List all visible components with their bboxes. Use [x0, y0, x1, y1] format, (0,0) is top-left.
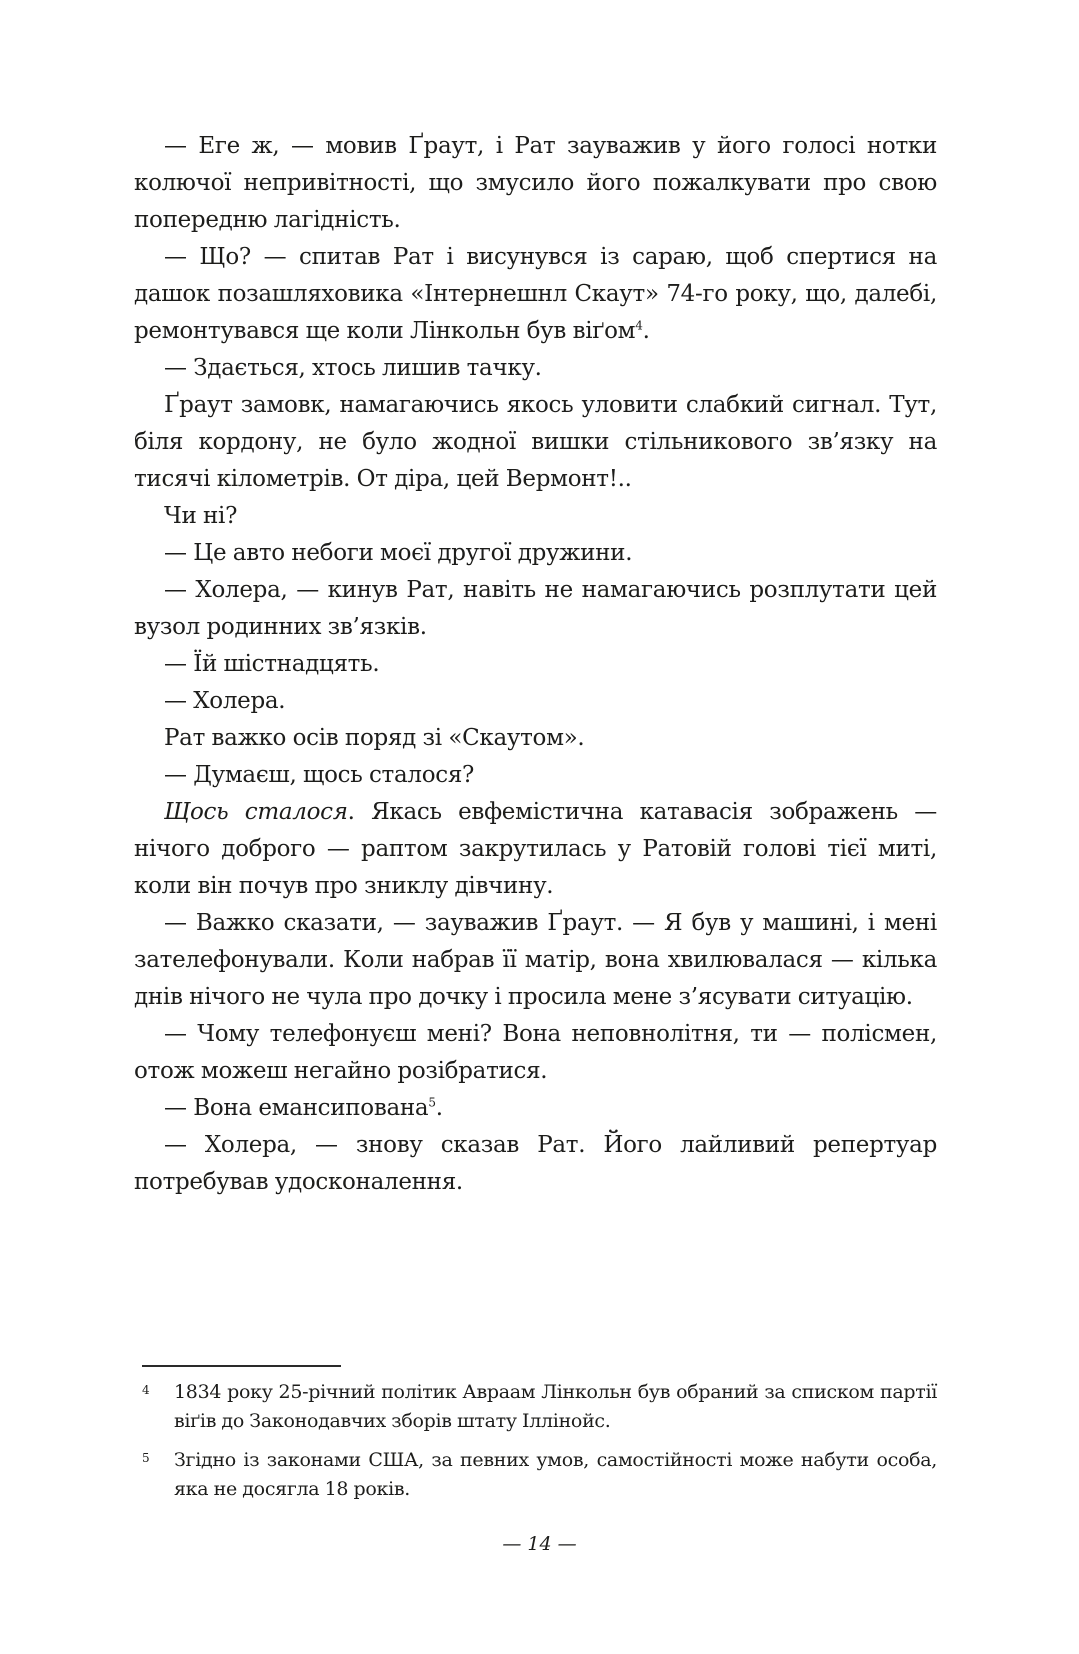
text-run: — Важко сказати, — зауважив Ґраут. — Я був у машині, і мені зателефонували. Коли набрав її матір, вона хвилювалася — кілька днів нічого не чула про дочку і просила мене з’ясувати ситуацію.	[134, 910, 937, 1010]
footnote-reference: 5	[428, 1095, 436, 1110]
footnote-number: 4	[142, 1383, 150, 1397]
footnote-separator	[142, 1365, 341, 1367]
footnote-4	[142, 1378, 937, 1436]
text-run: — Це авто небоги моєї другої дружини.	[164, 540, 633, 566]
text-run: — Холера, — кинув Рат, навіть не намагаючись розплутати цей вузол родинних зв’язків.	[134, 577, 937, 640]
page-number: — 14 —	[502, 1533, 577, 1555]
text-run: Рат важко осів поряд зі «Скаутом».	[164, 725, 585, 751]
paragraph	[134, 757, 937, 794]
text-run: .	[642, 318, 650, 344]
paragraph	[134, 646, 937, 683]
footnotes	[142, 1378, 937, 1514]
footnote-reference: 4	[635, 318, 643, 333]
paragraph	[134, 1090, 937, 1127]
text-run: — Вона емансипована	[164, 1095, 429, 1121]
footnote-text: 1834 року 25-річний політик Авраам Лінкольн був обраний за списком партії віґів до Законодавчих зборів штату Іллінойс.	[174, 1381, 937, 1432]
paragraph	[134, 1127, 937, 1201]
footnote-5	[142, 1446, 937, 1504]
text-run: — Холера, — знову сказав Рат. Його лайливий репертуар потребував удосконалення.	[134, 1132, 937, 1195]
text-run: — Думаєш, щось сталося?	[164, 762, 475, 788]
text-run: — Чому телефонуєш мені? Вона неповнолітня, ти — полісмен, отож можеш негайно розібратися.	[134, 1021, 937, 1084]
paragraph	[134, 1016, 937, 1090]
text-run: — Холера.	[164, 688, 286, 714]
paragraph	[134, 350, 937, 387]
footnote-number: 5	[142, 1451, 150, 1465]
paragraph	[134, 239, 937, 350]
italic-text: Щось сталося	[164, 799, 348, 825]
footnote-text: Згідно із законами США, за певних умов, самостійності може набути особа, яка не досягла 18 років.	[174, 1449, 937, 1500]
paragraph	[134, 794, 937, 905]
text-run: — Еге ж, — мовив Ґраут, і Рат зауважив у його голосі нотки колючої непривітності, що змусило його пожалкувати про свою попередню лагідність.	[134, 133, 937, 233]
text-run: Чи ні?	[164, 503, 238, 529]
text-run: . Якась евфемістична катавасія зображень — нічого доброго — раптом закрутилась у Ратовій голові тієї миті, коли він почув про зниклу дівчину.	[134, 799, 937, 899]
paragraph	[134, 905, 937, 1016]
paragraph	[134, 387, 937, 498]
paragraph	[134, 572, 937, 646]
paragraph	[134, 683, 937, 720]
text-run: — Здається, хтось лишив тачку.	[164, 355, 542, 381]
text-run: Ґраут замовк, намагаючись якось уловити слабкий сигнал. Тут, біля кордону, не було жодної вишки стільникового зв’язку на тисячі кілометрів. От діра, цей Вермонт!..	[134, 392, 937, 492]
text-run: — Що? — спитав Рат і висунувся із сараю, щоб спертися на дашок позашляховика «Інтернешнл Скаут» 74-го року, що, далебі, ремонтувався ще коли Лінкольн був віґом	[134, 244, 937, 344]
paragraph	[134, 128, 937, 239]
paragraph	[134, 720, 937, 757]
paragraph	[134, 498, 937, 535]
text-run: — Їй шістнадцять.	[164, 651, 380, 677]
body-text	[134, 128, 937, 1201]
text-run: .	[435, 1095, 443, 1121]
paragraph	[134, 535, 937, 572]
